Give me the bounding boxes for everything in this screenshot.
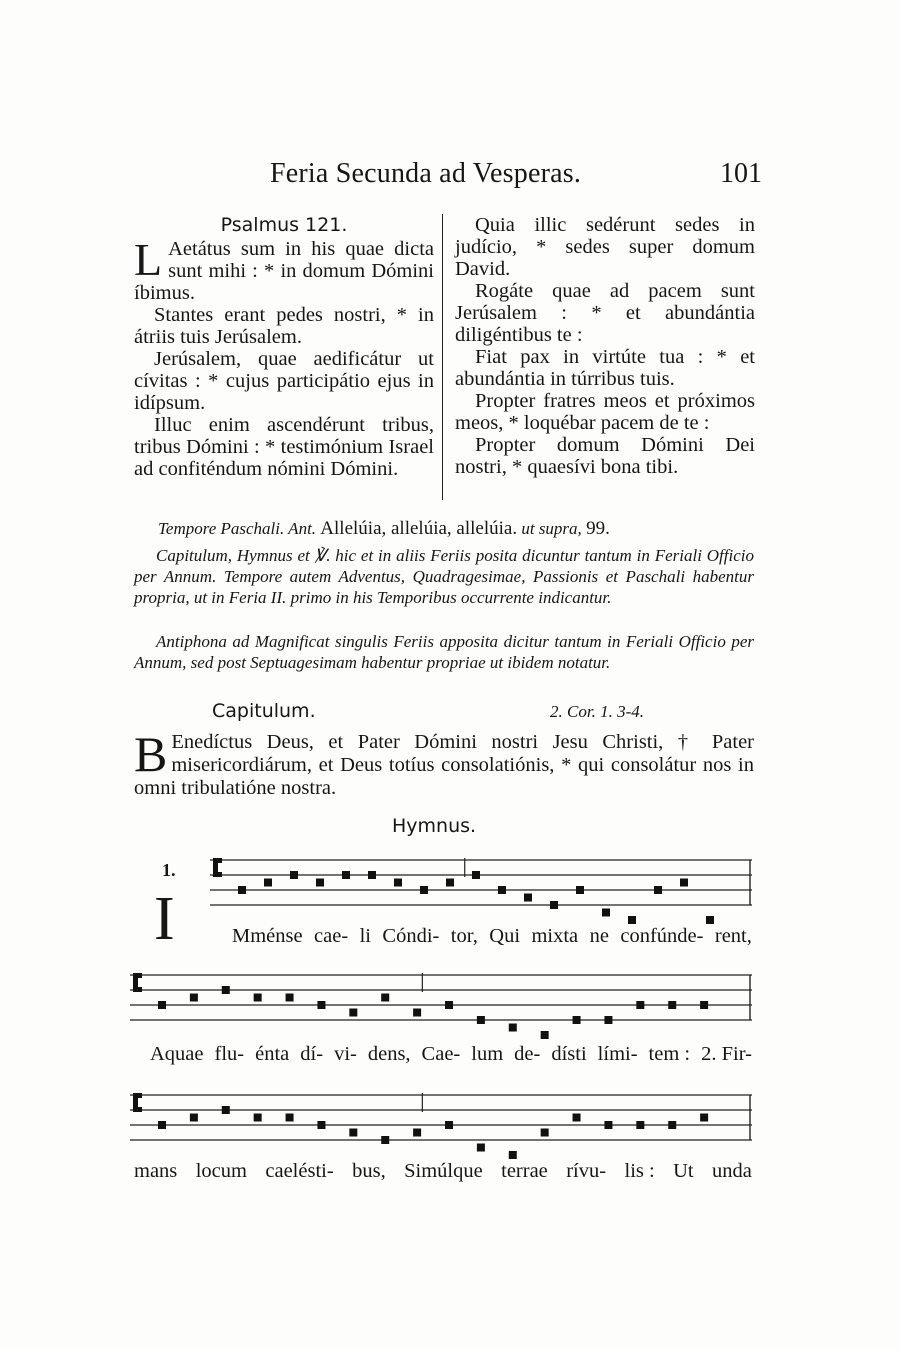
- column-divider: [442, 214, 443, 500]
- neume-note: [472, 871, 480, 879]
- neume-note: [158, 1001, 166, 1009]
- paschal-ref: ut supra,: [521, 519, 582, 538]
- psalm-left-column: [134, 214, 434, 480]
- neume-note: [349, 1129, 357, 1137]
- neume-note: [576, 886, 584, 894]
- neume-note: [498, 886, 506, 894]
- neume-note: [342, 871, 350, 879]
- lyric-syllable: confúnde-: [620, 925, 704, 947]
- psalm-right-column: [455, 214, 755, 478]
- lyric-syllable: bus,: [352, 1160, 386, 1182]
- neume-note: [700, 1114, 708, 1122]
- psalm-first-verse-text: Aetátus sum in his quae dicta sunt mihi : * in domum Dómini íbimus.: [134, 238, 434, 304]
- paschal-page-ref: 99.: [586, 518, 610, 539]
- neume-note: [316, 879, 324, 887]
- lyric-syllable: rent,: [714, 925, 752, 947]
- drop-cap-i: I: [154, 885, 175, 953]
- psalm-verse: Quia illic sedérunt sedes in judício, * sedes super domum David.: [455, 214, 755, 280]
- neume-note: [654, 886, 662, 894]
- capitulum-text: Enedíctus Deus, et Pater Dómini nostri Jesu Christi, † Pater misericordiárum, et Deus totíus consolatiónis, * qui consolátur nos in omni tribulatióne nostra.: [134, 731, 754, 799]
- neume-note: [264, 879, 272, 887]
- neume-note: [636, 1001, 644, 1009]
- running-title: Feria Secunda ad Vesperas.: [270, 158, 582, 189]
- hymn-verse-number: 1.: [162, 860, 176, 880]
- paschal-label: Tempore Paschali. Ant.: [158, 519, 317, 538]
- neume-note: [573, 1114, 581, 1122]
- neume-note: [604, 1016, 612, 1024]
- neume-note: [238, 886, 246, 894]
- neume-note: [286, 1114, 294, 1122]
- lyric-syllable: Cóndi-: [382, 925, 440, 947]
- lyric-syllable: Mménse: [232, 925, 303, 947]
- psalm-verse: Jerúsalem, quae aedificátur ut cívitas : * cujus participátio ejus in idípsum.: [134, 348, 434, 414]
- neume-note: [158, 1121, 166, 1129]
- neume-note: [317, 1001, 325, 1009]
- lyric-syllable: flu-: [214, 1043, 245, 1065]
- psalm-verse: Propter domum Dómini Dei nostri, * quaesívi bona tibi.: [455, 434, 755, 478]
- hymn-heading: Hymnus.: [392, 815, 477, 837]
- neume-note: [381, 1136, 389, 1144]
- lyric-syllable: terrae: [501, 1160, 548, 1182]
- neume-note: [368, 871, 376, 879]
- neume-note: [706, 916, 714, 924]
- lyric-syllable: ne: [589, 925, 609, 947]
- drop-cap-b: B: [134, 726, 168, 782]
- neume-note: [445, 1001, 453, 1009]
- neume-note: [636, 1121, 644, 1129]
- lyric-syllable: mixta: [531, 925, 579, 947]
- lyric-syllable: Cae-: [421, 1043, 461, 1065]
- psalm-heading: Psalmus 121.: [220, 214, 348, 236]
- capitulum-reference: 2. Cor. 1. 3-4.: [550, 702, 644, 721]
- neume-note: [222, 986, 230, 994]
- lyric-syllable: lími-: [597, 1043, 638, 1065]
- lyric-syllable: dísti: [551, 1043, 587, 1065]
- do-clef-icon: [133, 973, 142, 992]
- paschal-antiphon-rubric: [158, 518, 758, 539]
- lyric-syllable: li: [359, 925, 371, 947]
- neume-note: [290, 871, 298, 879]
- lyric-syllable: vi-: [334, 1043, 357, 1065]
- lyric-syllable: unda: [712, 1160, 752, 1182]
- neume-note: [381, 994, 389, 1002]
- neume-note: [420, 886, 428, 894]
- neume-note: [604, 1121, 612, 1129]
- capitulum-text-block: [134, 726, 754, 800]
- neume-note: [254, 1114, 262, 1122]
- neume-note: [222, 1106, 230, 1114]
- do-clef-icon: [213, 858, 222, 877]
- paschal-alleluia: Allelúia, allelúia, allelúia.: [320, 518, 518, 539]
- neume-note: [349, 1009, 357, 1017]
- neume-note: [413, 1129, 421, 1137]
- neume-note: [541, 1129, 549, 1137]
- psalm-verse: Fiat pax in virtúte tua : * et abundántia in túrribus tuis.: [455, 346, 755, 390]
- neume-note: [573, 1016, 581, 1024]
- neume-note: [602, 909, 610, 917]
- psalm-first-verse: [134, 234, 434, 304]
- chant-staff-3: [130, 1090, 752, 1160]
- lyric-syllable: tem :: [648, 1043, 691, 1065]
- neume-note: [317, 1121, 325, 1129]
- neume-note: [668, 1001, 676, 1009]
- neume-note: [394, 879, 402, 887]
- psalm-verse: Rogáte quae ad pacem sunt Jerúsalem : * et abundántia diligéntibus te :: [455, 280, 755, 346]
- lyric-syllable: Qui: [489, 925, 521, 947]
- lyric-syllable: mans: [134, 1160, 178, 1182]
- neume-note: [254, 994, 262, 1002]
- neume-note: [509, 1024, 517, 1032]
- neume-note: [509, 1151, 517, 1159]
- neume-note: [477, 1016, 485, 1024]
- lyric-syllable: Aquae: [150, 1043, 204, 1065]
- neume-note: [190, 1114, 198, 1122]
- lyric-syllable: dí-: [300, 1043, 324, 1065]
- neume-note: [446, 879, 454, 887]
- neume-note: [541, 1031, 549, 1039]
- chant-staff-2: [130, 970, 752, 1040]
- psalm-verse: Stantes erant pedes nostri, * in átriis tuis Jerúsalem.: [134, 304, 434, 348]
- neume-note: [700, 1001, 708, 1009]
- lyric-syllable: Ut: [673, 1160, 694, 1182]
- neume-note: [680, 879, 688, 887]
- magnificat-rubric: Antiphona ad Magnificat singulis Feriis apposita dicitur tantum in Feriali Officio per Annum, sed post Septuagesimam habentur propriae ut ibidem notatur.: [134, 632, 754, 672]
- lyric-syllable: dens,: [367, 1043, 411, 1065]
- lyric-syllable: de-: [514, 1043, 541, 1065]
- chant-lyrics-line-3: [134, 1160, 752, 1183]
- chant-lyrics-line-1: [232, 925, 752, 948]
- chant-lyrics-line-2: [150, 1043, 752, 1066]
- neume-note: [286, 994, 294, 1002]
- lyric-syllable: Simúlque: [404, 1160, 483, 1182]
- psalm-verse: Propter fratres meos et próximos meos, * loquébar pacem de te :: [455, 390, 755, 434]
- lyric-syllable: rívu-: [566, 1160, 607, 1182]
- neume-note: [445, 1121, 453, 1129]
- lyric-syllable: 2. Fir-: [701, 1043, 752, 1065]
- drop-cap-l: L: [134, 234, 163, 285]
- capitulum-heading: Capitulum.: [212, 700, 316, 722]
- lyric-syllable: tor,: [450, 925, 478, 947]
- neume-note: [413, 1009, 421, 1017]
- lyric-syllable: lum: [471, 1043, 504, 1065]
- neume-note: [190, 994, 198, 1002]
- psalm-verse: Illuc enim ascendérunt tribus, tribus Dómini : * testimónium Israel ad confiténdum nómini Dómini.: [134, 414, 434, 480]
- neume-note: [524, 894, 532, 902]
- capitulum-rubric: Capitulum, Hymnus et ℣. hic et in aliis Feriis posita dicuntur tantum in Feriali Officio per Annum. Tempore autem Adventus, Quadragesimae, Passionis et Paschali habentur propria, ut in Feria II. primo in his Temporibus occurrente indicantur.: [134, 546, 754, 607]
- lyric-syllable: locum: [195, 1160, 247, 1182]
- lyric-syllable: énta: [255, 1043, 290, 1065]
- neume-note: [628, 916, 636, 924]
- page-number: 101: [720, 158, 762, 189]
- neume-note: [477, 1144, 485, 1152]
- neume-note: [550, 901, 558, 909]
- lyric-syllable: cae-: [314, 925, 349, 947]
- chant-staff-1: [210, 855, 752, 925]
- neume-note: [668, 1121, 676, 1129]
- do-clef-icon: [133, 1093, 142, 1112]
- lyric-syllable: caelésti-: [265, 1160, 334, 1182]
- lyric-syllable: lis :: [624, 1160, 655, 1182]
